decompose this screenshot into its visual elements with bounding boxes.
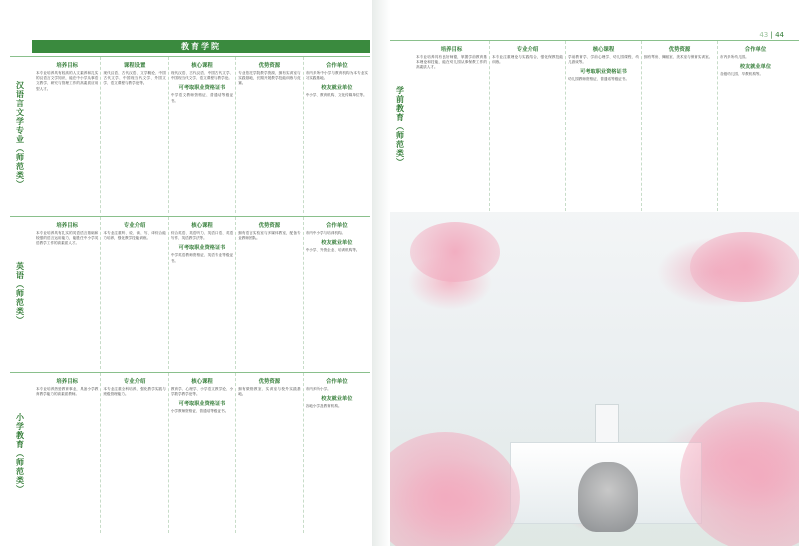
column-heading: 核心课程 — [191, 379, 213, 385]
column-text: 学前教育学、学前心理学、幼儿园课程、幼儿游戏等。 — [568, 55, 639, 65]
column-text: 拥有语言实验室与多媒体教室，配备专业教师团队。 — [238, 231, 301, 241]
column-text: 本专业注重听、说、读、写、译综合能力培养，强化教学技能训练。 — [103, 231, 166, 241]
major-columns — [34, 57, 370, 213]
column-text: 市内多所中小学与教育机构为本专业实习实践基地。 — [305, 71, 369, 81]
major-sidebar: 英语（师范类） — [15, 261, 25, 325]
column-heading: 专业介绍 — [516, 47, 539, 53]
column-heading: 培养目标 — [56, 223, 78, 229]
column-text: 市内中小学与培训机构。 — [305, 231, 346, 235]
major-column — [100, 217, 167, 369]
major-columns — [414, 41, 793, 211]
major-column — [100, 57, 167, 213]
column-heading: 培养目标 — [56, 379, 78, 385]
column-text: 综合英语、英语听力、英语口语、英语写作、英语教学法等。 — [170, 231, 234, 241]
column-subtext: 中学语文教师资格证、普通话等级证书。 — [170, 93, 234, 103]
major-column — [414, 41, 489, 211]
column-heading: 课程设置 — [123, 63, 146, 69]
column-subheading: 可考取职业资格证书 — [178, 245, 226, 252]
college-title-band: 教育学院 — [32, 40, 370, 53]
page-number: 43 | 44 — [759, 31, 784, 39]
column-subheading: 校友就业单位 — [321, 85, 353, 92]
column-subtext: 中小学、教育机构、文化传媒单位等。 — [305, 93, 367, 98]
column-heading: 专业介绍 — [123, 223, 146, 229]
major-column — [34, 373, 100, 533]
column-heading: 培养目标 — [56, 63, 78, 69]
column-subheading: 可考取职业资格证书 — [580, 69, 627, 76]
cherry-tree — [680, 402, 799, 546]
column-text: 本专业培养具有良好师德，掌握学前教育基本理论和技能，能在幼儿园从事保教工作的高素质人才。 — [416, 55, 487, 70]
major-sidebar: 小学教育（师范类） — [15, 412, 25, 494]
column-subheading: 校友就业单位 — [321, 396, 353, 403]
column-heading: 核心课程 — [592, 47, 615, 53]
column-heading: 核心课程 — [191, 63, 213, 69]
major-column — [235, 373, 302, 533]
major-column — [641, 41, 717, 211]
right-page — [390, 0, 799, 546]
major-section-primary — [10, 372, 370, 533]
column-heading: 培养目标 — [440, 47, 463, 53]
column-subtext: 各地小学及教育机构。 — [305, 404, 342, 409]
major-column — [303, 217, 370, 369]
major-column — [303, 373, 370, 533]
major-column — [34, 217, 100, 369]
column-text: 拥有琴房、舞蹈室、美术室与保育实训室。 — [644, 55, 713, 59]
column-text: 本专业培养具有扎实的英语语言基础和较强的语言运用能力，能胜任中小学英语教学工作的高素质人才。 — [36, 231, 99, 246]
column-text: 市内多所小学。 — [305, 387, 331, 391]
column-heading: 优势资源 — [258, 223, 281, 229]
column-subtext: 小学教师资格证、普通话等级证书。 — [170, 409, 229, 414]
column-text: 拥有微格教室、实训室与校外实践基地。 — [238, 387, 301, 397]
column-subheading: 可考取职业资格证书 — [178, 401, 226, 408]
major-column — [168, 373, 235, 533]
column-heading: 优势资源 — [668, 47, 691, 53]
major-column — [168, 217, 235, 369]
major-column — [489, 41, 565, 211]
column-text: 教育学、心理学、小学语文教学论、小学数学教学论等。 — [170, 387, 234, 397]
column-text: 本专业培养具有较高的人文素养和扎实的汉语言文学知识，能在中小学从事语文教学、研究与管理工作的高素质应用型人才。 — [36, 71, 99, 91]
major-columns — [34, 373, 370, 533]
major-column — [100, 373, 167, 533]
major-column — [717, 41, 793, 211]
book-gutter — [372, 0, 390, 546]
column-text: 专业依托学院教学资源，拥有实训室与实践基地，长期开展教学技能训练与竞赛。 — [238, 71, 301, 86]
major-section-english — [10, 216, 370, 369]
cherry-blossom — [410, 222, 500, 282]
column-subheading: 校友就业单位 — [739, 64, 772, 71]
cherry-blossom — [690, 232, 799, 302]
column-text: 本专业培养热爱教育事业，具备小学教育教学能力的高素质教师。 — [36, 387, 99, 397]
column-text: 本专业注重全科培养，强化教学实践与班级管理能力。 — [103, 387, 166, 397]
column-subheading: 可考取职业资格证书 — [178, 85, 226, 92]
column-heading: 合作单位 — [326, 63, 348, 69]
major-columns — [34, 217, 370, 369]
campus-photo — [390, 212, 799, 546]
column-text: 本专业注重理论与实践结合，强化保教技能训练。 — [492, 55, 563, 65]
column-heading: 优势资源 — [258, 63, 281, 69]
major-column — [235, 217, 302, 369]
major-column — [168, 57, 235, 213]
column-heading: 专业介绍 — [123, 379, 146, 385]
column-heading: 合作单位 — [326, 379, 348, 385]
column-text: 市内多所幼儿园。 — [720, 55, 749, 59]
major-sidebar: 汉语言文学专业（师范类） — [15, 81, 25, 189]
major-column — [34, 57, 100, 213]
column-text: 现代汉语、古代汉语、中国古代文学、中国现当代文学、语文课程与教学论。 — [170, 71, 234, 81]
major-column — [235, 57, 302, 213]
column-heading: 合作单位 — [326, 223, 348, 229]
column-text: 现代汉语、古代汉语、文学概论、中国古代文学、中国现当代文学、外国文学、语文课程与教学论等。 — [103, 71, 166, 86]
major-section-chinese — [10, 56, 370, 213]
major-column — [565, 41, 641, 211]
major-section-preschool — [390, 40, 799, 211]
cherry-tree — [390, 432, 520, 546]
major-column — [303, 57, 370, 213]
major-sidebar: 学前教育（师范类） — [395, 85, 405, 167]
column-subheading: 校友就业单位 — [321, 240, 353, 247]
left-page — [0, 0, 372, 546]
column-subtext: 中小学、外资企业、培训机构等。 — [305, 248, 360, 253]
column-subtext: 幼儿园教师资格证、普通话等级证书。 — [568, 77, 630, 82]
campus-sculpture — [578, 462, 638, 532]
column-heading: 合作单位 — [744, 47, 767, 53]
column-subtext: 中学英语教师资格证、英语专业等级证书。 — [170, 253, 234, 263]
column-heading: 优势资源 — [258, 379, 281, 385]
column-heading: 核心课程 — [191, 223, 213, 229]
column-subtext: 各级幼儿园、早教机构等。 — [720, 72, 764, 77]
